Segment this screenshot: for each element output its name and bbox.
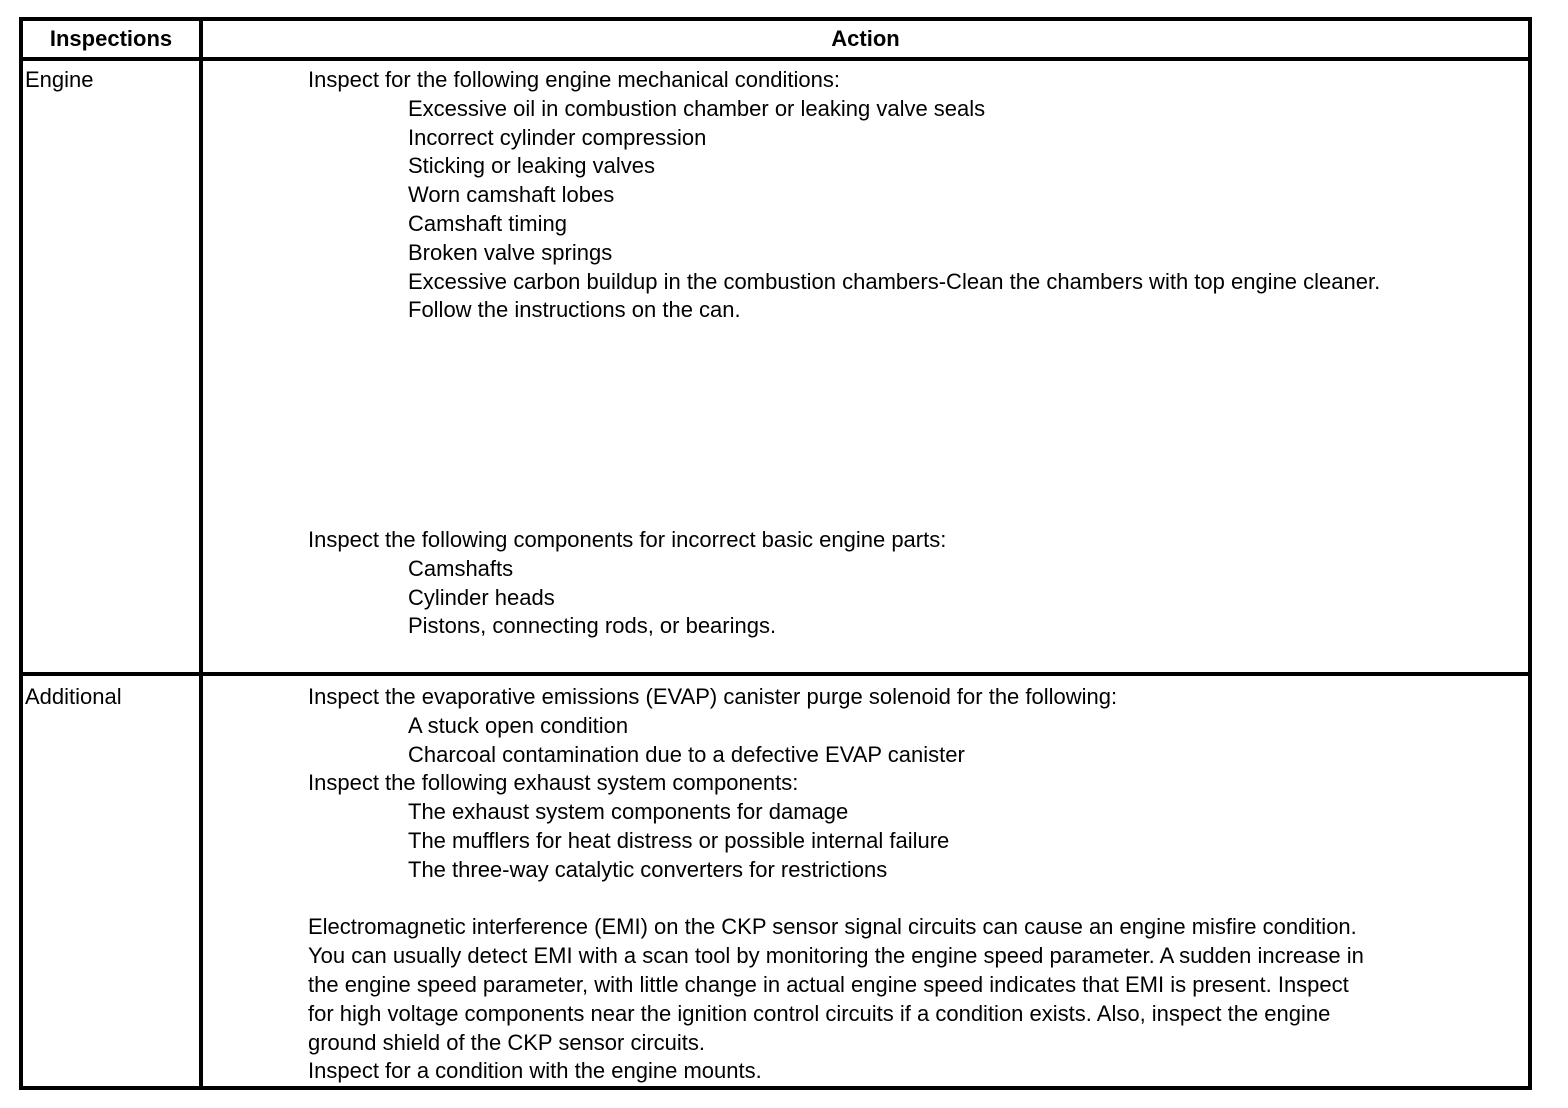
action-lead: Inspect the evaporative emissions (EVAP) canister purge solenoid for the following: [308, 684, 1118, 709]
spacer [308, 885, 1364, 914]
list-item: Worn camshaft lobes [408, 182, 615, 208]
list-item: Camshafts [408, 555, 514, 581]
header-divider [19, 57, 1532, 61]
paragraph-line: Electromagnetic interference (EMI) on the CKP sensor signal circuits can cause an engine misfire condition. [308, 914, 1357, 940]
list-item: Excessive carbon buildup in the combustion chambers-Clean the chambers with top engine cleaner. [408, 268, 1381, 294]
list-item: Charcoal contamination due to a defective EVAP canister [408, 741, 965, 767]
header-inspections: Inspections [49, 26, 173, 51]
engine-basic-parts [308, 526, 946, 641]
list-item: A stuck open condition [408, 712, 629, 738]
column-divider [199, 17, 203, 1090]
action-lead: Inspect the following components for incorrect basic engine parts: [308, 527, 947, 552]
paragraph-line: the engine speed parameter, with little change in actual engine speed indicates that EMI is present. Inspect [308, 971, 1349, 997]
list-item: Incorrect cylinder compression [408, 124, 707, 150]
row-label-engine: Engine [25, 67, 94, 92]
action-lead: Inspect for the following engine mechanical conditions: [308, 67, 840, 92]
list-item: The mufflers for heat distress or possible internal failure [408, 827, 950, 853]
list-item: Cylinder heads [408, 584, 555, 610]
paragraph-line: for high voltage components near the ignition control circuits if a condition exists. Also, inspect the engine [308, 1000, 1331, 1026]
row-label-additional: Additional [25, 684, 122, 709]
action-lead: Inspect the following exhaust system components: [308, 770, 799, 796]
additional-actions [308, 683, 1364, 1086]
engine-mechanical-conditions [308, 66, 1380, 325]
list-item: Pistons, connecting rods, or bearings. [408, 613, 777, 639]
paragraph-line: ground shield of the CKP sensor circuits. [308, 1029, 706, 1055]
list-item: Sticking or leaking valves [408, 153, 656, 179]
paragraph-line: You can usually detect EMI with a scan tool by monitoring the engine speed parameter. A sudden increase in [308, 943, 1364, 969]
list-item: Camshaft timing [408, 210, 567, 236]
list-item: The three-way catalytic converters for restrictions [408, 856, 888, 882]
list-item: Follow the instructions on the can. [408, 297, 741, 323]
list-item: Excessive oil in combustion chamber or leaking valve seals [408, 95, 986, 121]
paragraph-line: Inspect for a condition with the engine mounts. [308, 1058, 762, 1084]
row-divider [19, 672, 1532, 676]
header-action: Action [831, 26, 900, 51]
list-item: The exhaust system components for damage [408, 799, 849, 825]
list-item: Broken valve springs [408, 239, 613, 265]
